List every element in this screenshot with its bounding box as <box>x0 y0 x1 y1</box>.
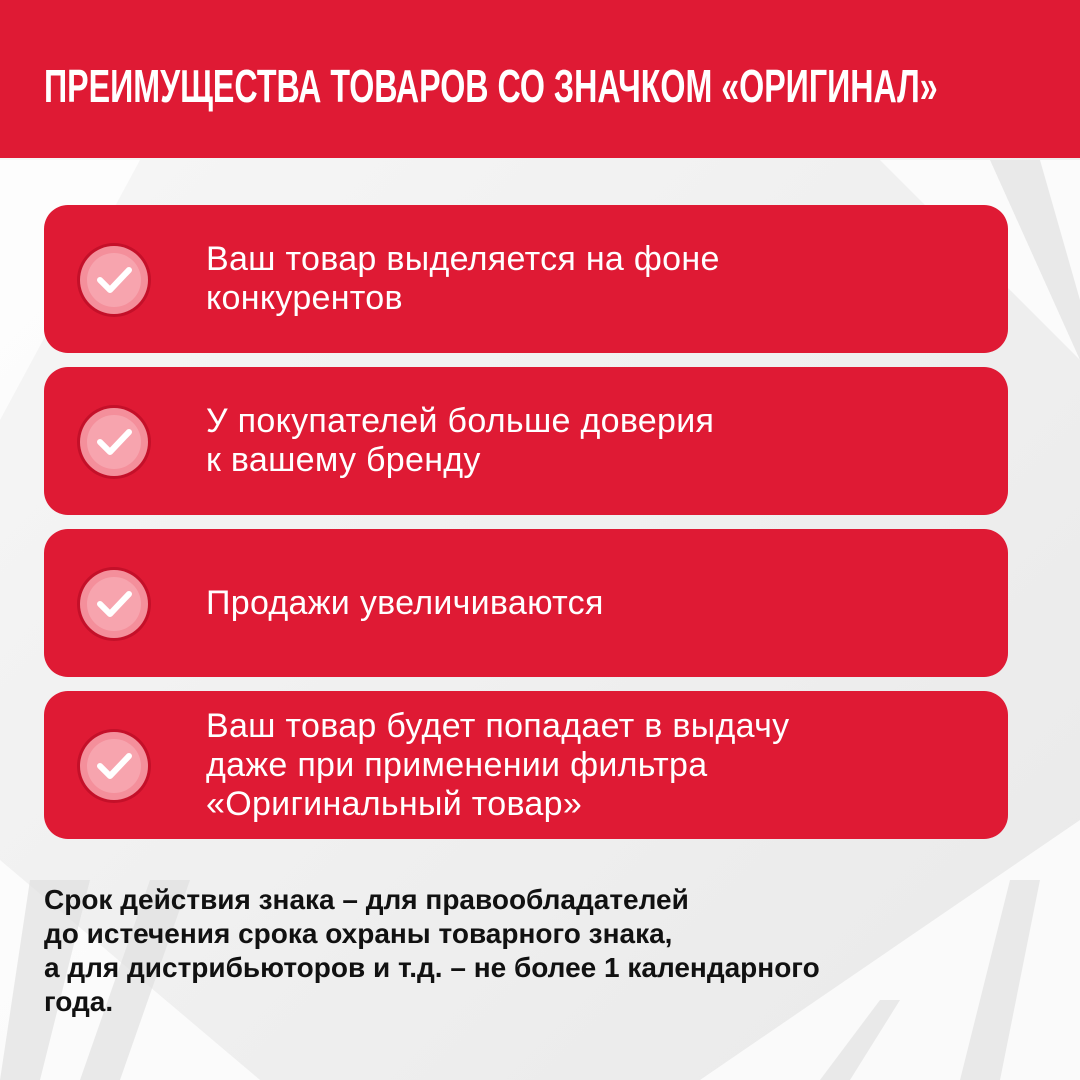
benefit-card <box>44 529 1008 677</box>
check-circle-icon <box>76 728 152 804</box>
check-circle-icon <box>76 242 152 318</box>
benefit-card <box>44 205 1008 353</box>
benefit-card <box>44 691 1008 839</box>
benefit-text: Ваш товар выделяется на фоне конкурентов <box>206 240 720 317</box>
page-title: ПРЕИМУЩЕСТВА ТОВАРОВ СО ЗНАЧКОМ «ОРИГИНАЛ» <box>44 60 938 112</box>
benefit-text: У покупателей больше доверия к вашему бренду <box>206 402 715 479</box>
header-banner <box>0 0 1080 158</box>
check-circle-icon <box>76 566 152 642</box>
benefit-text: Продажи увеличиваются <box>206 583 604 622</box>
check-circle-icon <box>76 404 152 480</box>
benefit-text: Ваш товар будет попадает в выдачу даже при применении фильтра «Оригинальный товар» <box>206 706 790 823</box>
validity-footnote: Срок действия знака – для правообладателей до истечения срока охраны товарного знака, а для дистрибьюторов и т.д. – не более 1 календарного года. <box>44 884 820 1017</box>
benefit-card <box>44 367 1008 515</box>
